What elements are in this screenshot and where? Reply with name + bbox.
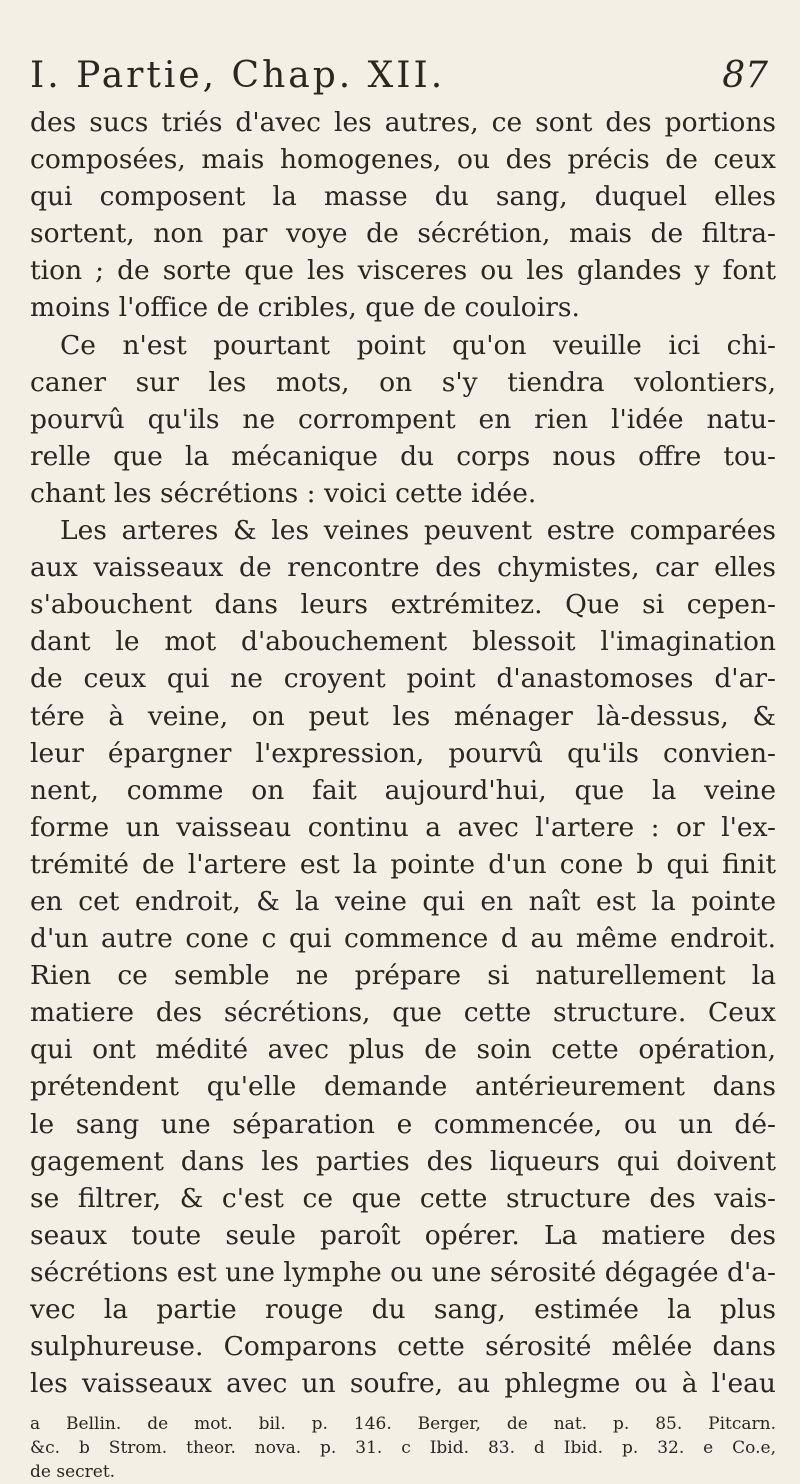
text-line: qui ont médité avec plus de soin cette opération, — [30, 1034, 776, 1066]
footnote-line: de secret. — [30, 1462, 116, 1483]
text-line: relle que la mécanique du corps nous offre tou- — [30, 440, 776, 472]
footnotes — [30, 1412, 776, 1484]
text-line: chant les sécrétions : voici cette idée. — [30, 477, 537, 509]
text-line: d'un autre cone c qui commence d au même endroit. — [30, 923, 776, 955]
text-line: qui composent la masse du sang, duquel elles — [30, 181, 776, 213]
text-line: vec la partie rouge du sang, estimée la plus — [30, 1294, 776, 1325]
text-line: les vaisseaux avec un soufre, au phlegme ou à l'eau — [30, 1368, 776, 1400]
text-line: dant le mot d'abouchement blessoit l'imagination — [30, 626, 776, 658]
text-line: composées, mais homogenes, ou des précis de ceux — [30, 144, 776, 176]
text-line: des sucs triés d'avec les autres, ce sont des portions — [30, 107, 776, 138]
footnote-line: a Bellin. de mot. bil. p. 146. Berger, de nat. p. 85. Pitcarn. — [30, 1414, 776, 1435]
text-line: se filtrer, & c'est ce que cette structure des vais- — [30, 1182, 776, 1214]
footnote-line: &c. b Strom. theor. nova. p. 31. c Ibid. 83. d Ibid. p. 32. e Co.e, — [30, 1438, 776, 1459]
text-line: le sang une séparation e commencée, ou un dé- — [30, 1108, 776, 1140]
text-line: sulphureuse. Comparons cette sérosité mêlée dans — [30, 1331, 776, 1363]
text-line: gagement dans les parties des liqueurs qui doivent — [30, 1145, 776, 1177]
text-line: nent, comme on fait aujourd'hui, que la veine — [30, 774, 776, 806]
text-line: prétendent qu'elle demande antérieurement dans — [30, 1071, 776, 1103]
text-line: s'abouchent dans leurs extrémitez. Que si cepen- — [30, 589, 776, 621]
text-line: matiere des sécrétions, que cette structure. Ceux — [30, 997, 776, 1029]
text-line: de ceux qui ne croyent point d'anastomoses d'ar- — [30, 663, 776, 695]
text-line: aux vaisseaux de rencontre des chymistes, car elles — [30, 552, 776, 584]
text-line: caner sur les mots, on s'y tiendra volontiers, — [30, 366, 776, 398]
text-line: moins l'office de cribles, que de couloirs. — [30, 292, 580, 324]
text-line: tére à veine, on peut les ménager là-dessus, & — [30, 700, 776, 732]
text-line: Ce n'est pourtant point qu'on veuille ici chi- — [60, 329, 776, 361]
text-line: Rien ce semble ne prépare si naturellement la — [30, 960, 776, 992]
text-line: en cet endroit, & la veine qui en naît est la pointe — [30, 885, 776, 917]
text-line: seaux toute seule paroît opérer. La matiere des — [30, 1219, 776, 1251]
text-line: forme un vaisseau continu a avec l'artere : or l'ex- — [30, 811, 776, 843]
text-line: Les arteres & les veines peuvent estre comparées — [60, 515, 776, 547]
text-line: pourvû qu'ils ne corrompent en rien l'idée natu- — [30, 403, 776, 435]
page-number: 87 — [722, 55, 768, 96]
text-line: sécrétions est une lymphe ou une sérosité dégagée d'a- — [30, 1256, 776, 1288]
running-head-title: I. Partie, Chap. XII. — [30, 55, 446, 96]
body-text — [30, 104, 776, 1402]
text-line: leur épargner l'expression, pourvû qu'ils convien- — [30, 737, 776, 769]
text-line: sortent, non par voye de sécrétion, mais de filtra- — [30, 218, 776, 250]
running-head — [30, 50, 776, 102]
text-line: trémité de l'artere est la pointe d'un cone b qui finit — [30, 848, 776, 880]
text-line: tion ; de sorte que les visceres ou les glandes y font — [30, 255, 776, 287]
